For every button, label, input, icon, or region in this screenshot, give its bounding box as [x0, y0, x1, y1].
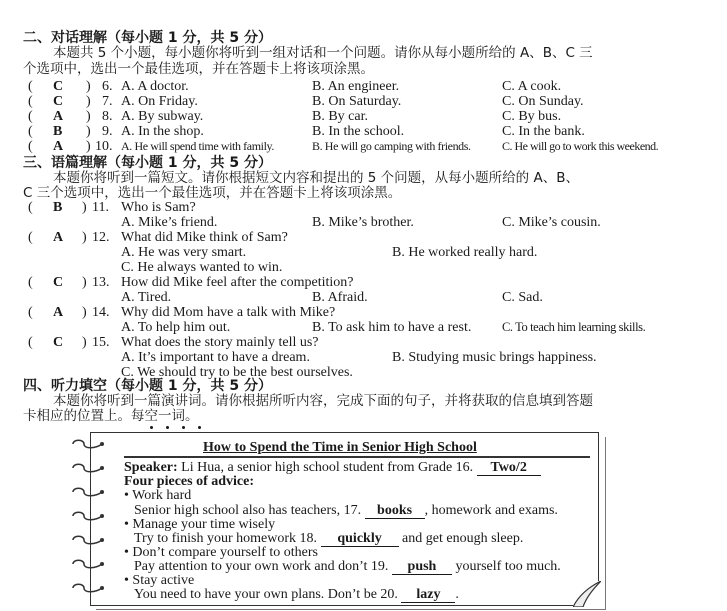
answer-bracket: ) — [86, 79, 91, 94]
section-fill-instruction-2: 卡相应的位置上。每空一词。 — [23, 408, 199, 424]
answer-mark: B — [53, 200, 63, 215]
answer-bracket: ) — [86, 139, 91, 154]
answer-blank: books — [365, 504, 425, 519]
option-b: B. On Saturday. — [312, 94, 402, 109]
option-a: A. By subway. — [121, 109, 204, 124]
answer-bracket: ) — [82, 275, 87, 290]
question-number: 8. — [102, 109, 113, 124]
option-c: C. By bus. — [502, 109, 562, 124]
answer-mark: A — [53, 305, 64, 320]
advice-item-label: Don’t compare yourself to others — [132, 545, 318, 560]
answer-bracket: ) — [86, 109, 91, 124]
sentence-before: You need to have your own plans. Don’t be 20. — [134, 587, 398, 602]
advice-item-label: Stay active — [132, 573, 195, 588]
page-curl-icon — [573, 581, 601, 607]
sentence-after: and get enough sleep. — [402, 531, 524, 546]
question-stem: Who is Sam? — [121, 200, 196, 215]
spiral-ring-icon — [71, 558, 105, 570]
section-fill-instruction-1: 本题你将听到一篇演讲词。请你根据所听内容，完成下面的句子，并将获取的信息填到答题 — [53, 393, 593, 409]
question-number: 13. — [92, 275, 110, 290]
answer-mark: C — [53, 94, 64, 109]
answer-bracket: ( — [28, 139, 33, 154]
answer-bracket: ( — [28, 305, 33, 320]
answer-mark: A — [53, 230, 64, 245]
option-b: B. He will go camping with friends. — [312, 139, 471, 153]
speaker-answer-blank: Two/2 — [477, 461, 541, 476]
answer-bracket: ( — [28, 335, 33, 350]
advice-item-label: Work hard — [132, 488, 192, 503]
sentence-after: . — [455, 587, 459, 602]
emphasis-dot — [198, 426, 201, 429]
advice-item-label: Manage your time wisely — [132, 517, 276, 532]
spiral-ring-icon — [71, 510, 105, 522]
answer-bracket: ( — [28, 94, 33, 109]
speaker-label: Speaker: — [124, 460, 178, 475]
answer-blank: quickly — [321, 532, 399, 547]
option-a: A. He will spend time with family. — [121, 139, 274, 153]
answer-bracket: ( — [28, 230, 33, 245]
section-passage-heading: 三、语篇理解（每小题 1 分，共 5 分） — [23, 155, 272, 171]
question-stem: What does the story mainly tell us? — [121, 335, 319, 350]
answer-mark: B — [53, 124, 63, 139]
answer-bracket: ) — [82, 230, 87, 245]
speaker-text: Li Hua, a senior high school student from Grade 16. — [181, 460, 474, 475]
answer-bracket: ( — [28, 109, 33, 124]
section-dialogue-instruction-1: 本题共 5 个小题，每小题你将听到一组对话和一个问题。请你从每小题所给的 A、B、C 三 — [53, 45, 593, 61]
answer-bracket: ) — [82, 200, 87, 215]
advice-heading: Four pieces of advice: — [124, 474, 254, 489]
answer-mark: A — [53, 139, 64, 154]
option-b: B. In the school. — [312, 124, 405, 139]
answer-bracket: ) — [82, 305, 87, 320]
advice-item-sentence — [134, 560, 561, 575]
bullet-icon: • — [124, 573, 133, 588]
sentence-after: , homework and exams. — [424, 503, 558, 518]
option-b: B. He worked really hard. — [392, 245, 538, 260]
option-a: A. Mike’s friend. — [121, 215, 218, 230]
option-b: B. Mike’s brother. — [312, 215, 414, 230]
card-title: How to Spend the Time in Senior High School — [203, 440, 477, 455]
option-c: C. A cook. — [502, 79, 562, 94]
question-stem: How did Mike feel after the competition? — [121, 275, 354, 290]
option-a: A. To help him out. — [121, 320, 231, 335]
card-title-rule — [124, 456, 590, 458]
sentence-before: Senior high school also has teachers, 17. — [134, 503, 362, 518]
emphasis-dot — [166, 426, 169, 429]
option-a: A. In the shop. — [121, 124, 204, 139]
spiral-ring-icon — [71, 438, 105, 450]
option-c: C. He will go to work this weekend. — [502, 139, 659, 153]
option-b: B. Afraid. — [312, 290, 368, 305]
answer-bracket: ( — [28, 79, 33, 94]
question-number: 9. — [102, 124, 113, 139]
bullet-icon: • — [124, 488, 133, 503]
advice-item-head — [124, 546, 318, 560]
section-passage-instruction-2: C 三个选项中，选出一个最佳选项，并在答题卡上将该项涂黑。 — [23, 185, 402, 201]
advice-item-head — [124, 489, 191, 503]
option-c: C. Mike’s cousin. — [502, 215, 601, 230]
sentence-before: Pay attention to your own work and don’t 19. — [134, 559, 389, 574]
question-stem: Why did Mom have a talk with Mike? — [121, 305, 336, 320]
answer-blank: lazy — [401, 588, 455, 603]
question-number: 11. — [92, 200, 109, 215]
emphasis-dot — [182, 426, 185, 429]
answer-mark: C — [53, 275, 64, 290]
answer-bracket: ( — [28, 124, 33, 139]
advice-item-head — [124, 574, 194, 588]
spiral-ring-icon — [71, 486, 105, 498]
question-number: 14. — [92, 305, 110, 320]
section-passage-instruction-1: 本题你将听到一篇短文。请你根据短文内容和提出的 5 个问题，从每小题所给的 A、B、 — [53, 170, 579, 186]
option-a: A. On Friday. — [121, 94, 198, 109]
question-number: 6. — [102, 79, 113, 94]
option-c: C. To teach him learning skills. — [502, 320, 646, 334]
spiral-ring-icon — [71, 462, 105, 474]
answer-bracket: ) — [82, 335, 87, 350]
option-a: A. He was very smart. — [121, 245, 247, 260]
advice-item-sentence — [134, 588, 459, 603]
option-c: C. On Sunday. — [502, 94, 584, 109]
option-c: C. He always wanted to win. — [121, 260, 283, 275]
option-b: B. Studying music brings happiness. — [392, 350, 597, 365]
option-c: C. Sad. — [502, 290, 543, 305]
bullet-icon: • — [124, 517, 133, 532]
question-number: 12. — [92, 230, 110, 245]
option-b: B. To ask him to have a rest. — [312, 320, 472, 335]
sentence-before: Try to finish your homework 18. — [134, 531, 318, 546]
option-c: C. We should try to be the best ourselves. — [121, 365, 353, 380]
emphasis-dot — [150, 426, 153, 429]
answer-bracket: ( — [28, 200, 33, 215]
answer-mark: C — [53, 79, 64, 94]
section-dialogue-instruction-2: 个选项中，选出一个最佳选项，并在答题卡上将该项涂黑。 — [23, 61, 374, 77]
answer-mark: A — [53, 109, 64, 124]
answer-bracket: ) — [86, 124, 91, 139]
answer-mark: C — [53, 335, 64, 350]
answer-bracket: ( — [28, 275, 33, 290]
option-a: A. Tired. — [121, 290, 172, 305]
option-b: B. By car. — [312, 109, 368, 124]
option-a: A. A doctor. — [121, 79, 189, 94]
section-fill-heading: 四、听力填空（每小题 1 分，共 5 分） — [23, 378, 272, 394]
section-dialogue-heading: 二、对话理解（每小题 1 分，共 5 分） — [23, 30, 272, 46]
bullet-icon: • — [124, 545, 133, 560]
sentence-after: yourself too much. — [455, 559, 561, 574]
spiral-ring-icon — [71, 534, 105, 546]
spiral-ring-icon — [71, 582, 105, 594]
question-number: 15. — [92, 335, 110, 350]
advice-item-head — [124, 518, 275, 532]
question-number: 10. — [95, 139, 113, 154]
option-b: B. An engineer. — [312, 79, 400, 94]
answer-blank: push — [392, 560, 452, 575]
question-number: 7. — [102, 94, 113, 109]
question-stem: What did Mike think of Sam? — [121, 230, 288, 245]
option-c: C. In the bank. — [502, 124, 585, 139]
answer-bracket: ) — [86, 94, 91, 109]
option-a: A. It’s important to have a dream. — [121, 350, 310, 365]
